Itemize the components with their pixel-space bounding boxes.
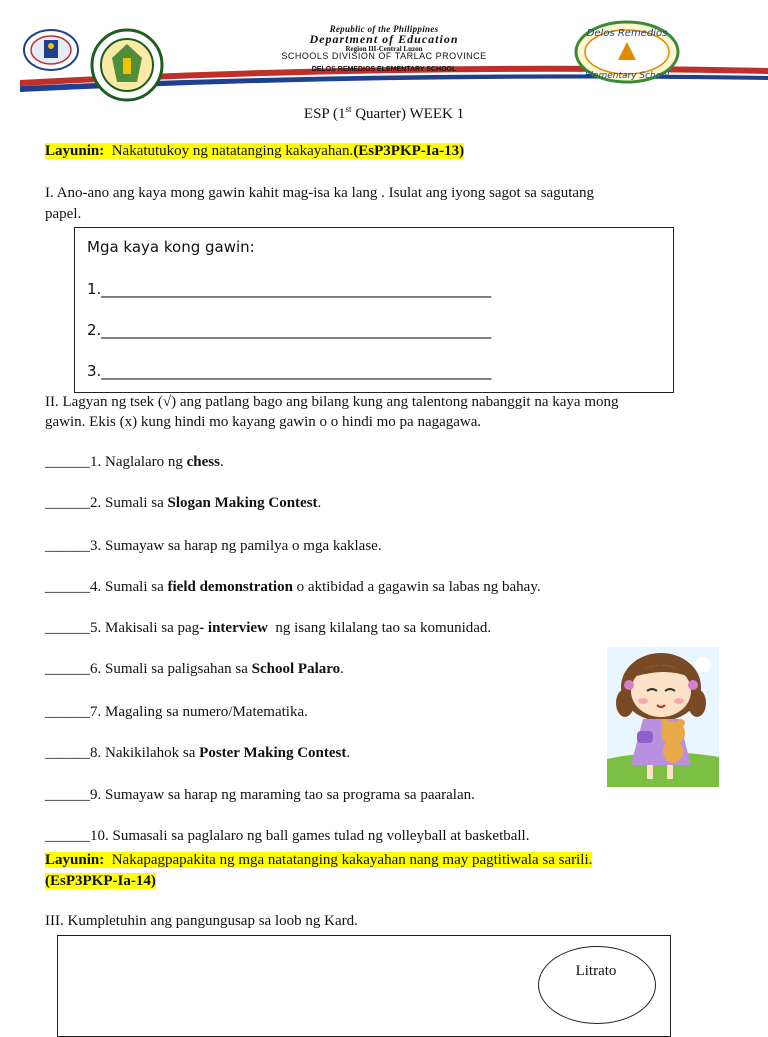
item-text-end: o aktibidad a gagawin sa labas ng bahay. (292, 579, 541, 595)
answer-box (74, 227, 674, 393)
svg-text:Elementary School: Elementary School (584, 71, 670, 81)
item-bold: Slogan Making Contest (167, 495, 318, 511)
item-text: ______4. Sumali sa (45, 579, 168, 595)
checklist-item[interactable] (45, 828, 529, 845)
objective-1 (45, 141, 464, 162)
title-prefix: ESP (1 (303, 106, 346, 122)
item-text-end: . (346, 745, 351, 761)
checklist-item[interactable] (45, 661, 344, 678)
item-text: ______6. Sumali sa paligsahan sa (45, 661, 252, 677)
checklist-item[interactable] (45, 787, 475, 804)
answer-box-title: Mga kaya kong gawin: (87, 238, 255, 256)
deped-seal-icon (22, 28, 80, 72)
item-text-end: . (317, 495, 322, 511)
header-school: DELOS REMEDIOS ELEMENTARY SCHOOL (311, 66, 457, 73)
item-text: ______7. Magaling sa numero/Matematika. (45, 704, 308, 720)
answer-line-2[interactable]: 2.____________________________________________________ (87, 321, 492, 339)
item-text-end: . (340, 661, 344, 677)
objective-1-code: (EsP3PKP-Ia-13) (353, 143, 465, 159)
title-superscript: st (345, 104, 352, 114)
item-bold: Poster Making Contest (199, 745, 347, 761)
part2-instruction-line1: II. Lagyan ng tsek (√) ang patlang bago ang bilang kung ang talentong nabanggit na kaya mong (45, 394, 619, 410)
item-text: ______1. Naglalaro ng (45, 454, 187, 470)
worksheet-title (0, 104, 768, 123)
header-department: Department of Education (309, 32, 459, 46)
item-bold: chess (186, 454, 220, 470)
checklist-item[interactable] (45, 745, 350, 762)
photo-frame[interactable] (538, 946, 656, 1024)
checklist-item[interactable] (45, 704, 308, 721)
header-division: SCHOOLS DIVISION OF TARLAC PROVINCE (281, 51, 487, 61)
objective-2-code: (EsP3PKP-Ia-14) (45, 873, 156, 889)
item-text: ______3. Sumayaw sa harap ng pamilya o mga kaklase. (45, 538, 382, 554)
part2-instruction-line2: gawin. Ekis (x) kung hindi mo kayang gawin o o hindi mo pa nagagawa. (45, 414, 482, 430)
checklist-item[interactable] (45, 620, 491, 637)
part1-instruction-line2: papel. (45, 206, 82, 222)
header-region: Region III-Central Luzon (345, 45, 423, 53)
objective-2-text: Nakapagpapakita ng mga natatanging kakayahan nang may pagtitiwala sa sarili. (104, 852, 593, 868)
answer-line-1[interactable]: 1.____________________________________________________ (87, 280, 492, 298)
objective-2 (45, 850, 592, 871)
part3-instruction: III. Kumpletuhin ang pangungusap sa loob ng Kard. (45, 913, 358, 929)
item-bold: School Palaro (251, 661, 341, 677)
title-suffix: Quarter) WEEK 1 (351, 106, 465, 122)
checklist-item[interactable] (45, 454, 224, 471)
objective-1-label: Layunin: (45, 143, 105, 159)
answer-line-3[interactable]: 3.____________________________________________________ (87, 362, 492, 380)
item-bold: field demonstration (167, 579, 293, 595)
item-text: ______8. Nakikilahok sa (45, 745, 200, 761)
item-text-end: ng isang kilalang tao sa komunidad. (267, 620, 492, 636)
item-text: ______10. Sumasali sa paglalaro ng ball games tulad ng volleyball at basketball. (45, 828, 530, 844)
checklist-item[interactable] (45, 495, 321, 512)
item-text: ______2. Sumali sa (45, 495, 168, 511)
checklist-item[interactable] (45, 579, 541, 596)
item-text: ______9. Sumayaw sa harap ng maraming tao sa programa sa paaralan. (45, 787, 475, 803)
item-text: ______5. Makisali sa pag (45, 620, 200, 636)
objective-1-text: Nakatutukoy ng natatanging kakayahan. (104, 143, 354, 159)
school-seal-icon (90, 28, 164, 102)
photo-label: Litrato (575, 963, 617, 979)
girl-with-teddy-bear-illustration (607, 647, 719, 787)
checklist-item[interactable] (45, 538, 382, 555)
letterhead (0, 0, 768, 100)
item-bold: - interview (199, 620, 268, 636)
objective-2-label: Layunin: (45, 852, 105, 868)
part1-instruction-line1: I. Ano-ano ang kaya mong gawin kahit mag-isa ka lang . Isulat ang iyong sagot sa sagutang (45, 185, 595, 201)
item-text-end: . (219, 454, 224, 470)
svg-text:Delos Remedios: Delos Remedios (586, 28, 668, 39)
school-badge-icon (574, 20, 680, 84)
header-republic: Republic of the Philippines (329, 24, 439, 34)
objective-2-code-line (45, 871, 156, 892)
